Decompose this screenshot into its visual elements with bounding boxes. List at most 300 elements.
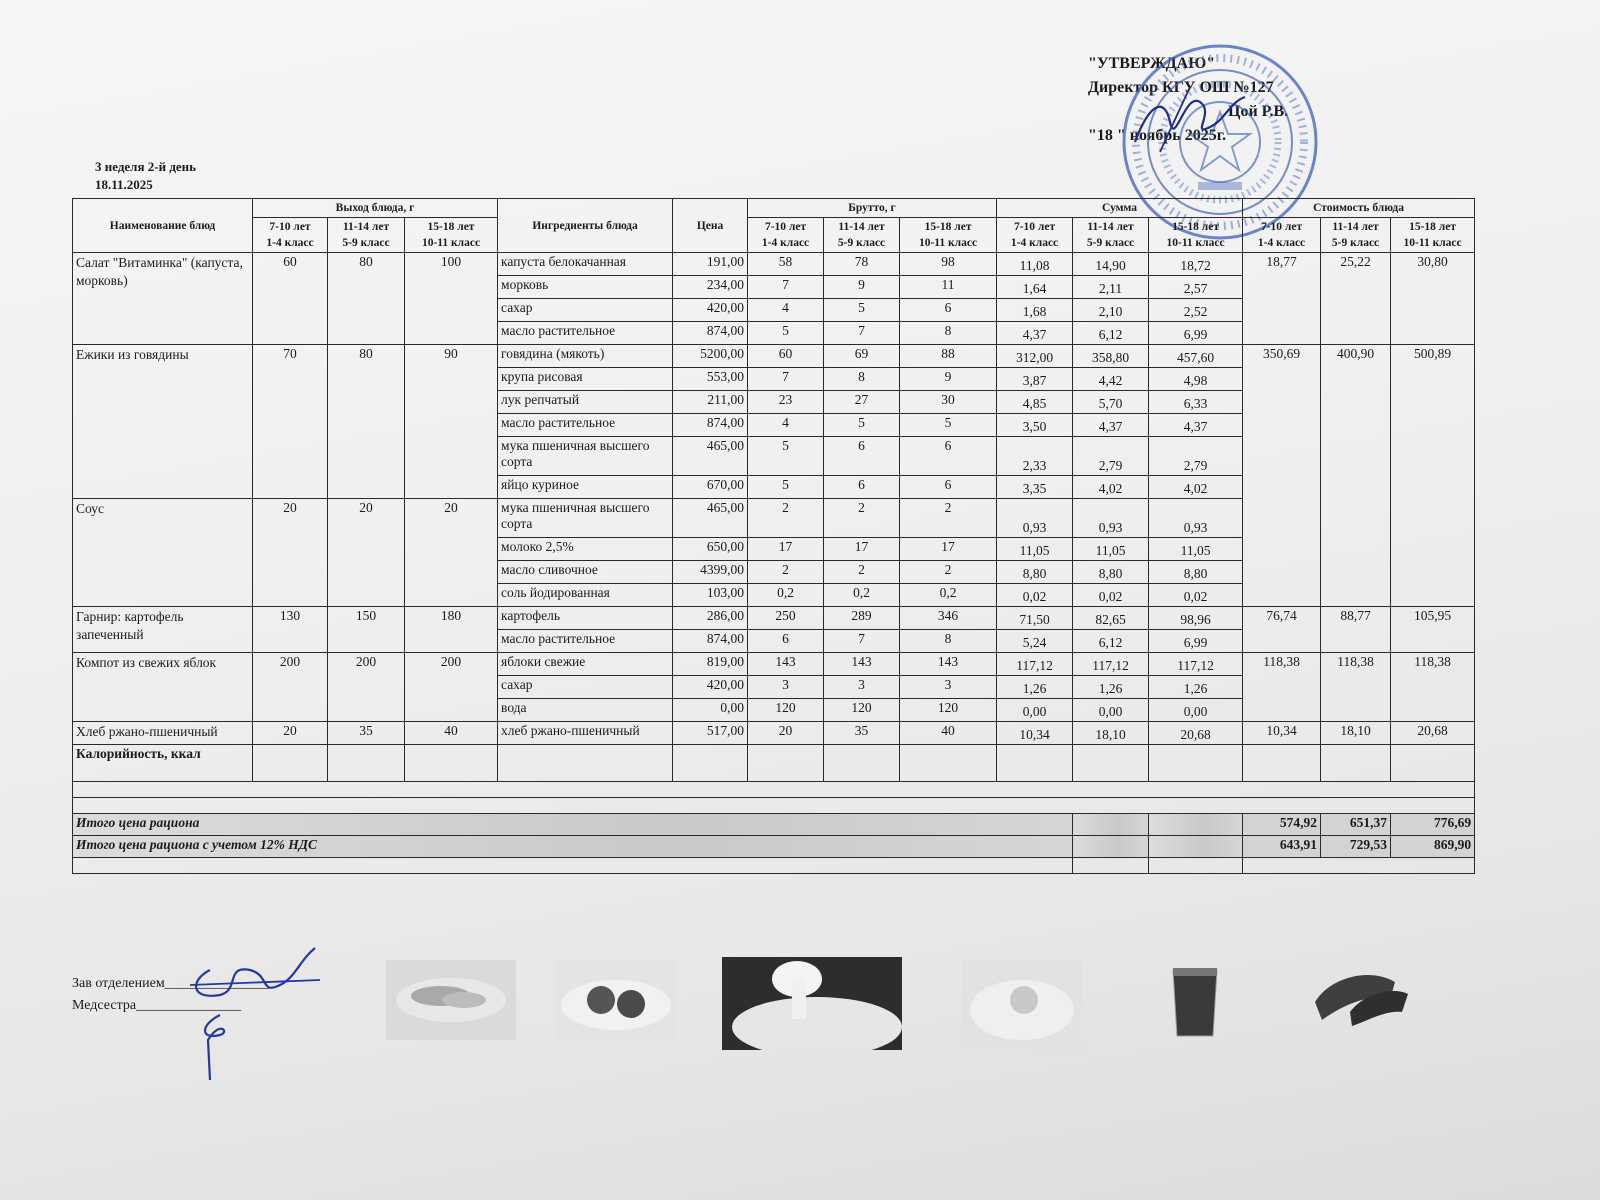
sum-value: 0,02: [1073, 584, 1149, 607]
ingredient-price: 465,00: [673, 499, 748, 538]
header-age-group: [1073, 218, 1149, 253]
sum-value: 2,79: [1149, 437, 1243, 476]
dish-name: Ежики из говядины: [73, 345, 253, 499]
menu-table: [72, 198, 1475, 874]
dish-name: Соус: [73, 499, 253, 607]
brutto-value: 98: [900, 253, 997, 276]
potato-photo: [962, 960, 1082, 1050]
header-ingredients: Ингредиенты блюда: [498, 199, 673, 253]
sum-value: 6,99: [1149, 322, 1243, 345]
brutto-value: 4: [748, 414, 824, 437]
sum-value: 20,68: [1149, 722, 1243, 745]
sum-value: 14,90: [1073, 253, 1149, 276]
sum-value: 5,70: [1073, 391, 1149, 414]
output-value: 20: [328, 499, 405, 607]
ingredient-price: 819,00: [673, 653, 748, 676]
approval-position: Директор КГУ ОШ №127: [1088, 79, 1274, 96]
sum-value: 0,93: [1149, 499, 1243, 538]
dish-cost-value: 400,90: [1321, 345, 1391, 607]
sum-value: 3,87: [997, 368, 1073, 391]
ingredient-name: масло растительное: [498, 414, 673, 437]
total-row: [73, 814, 1475, 836]
sum-value: 6,12: [1073, 322, 1149, 345]
spacer-cell: [1243, 858, 1475, 874]
calories-cell: [748, 745, 824, 782]
brutto-value: 8: [900, 322, 997, 345]
dish-name: Салат "Витаминка" (капуста, морковь): [73, 253, 253, 345]
output-value: 200: [328, 653, 405, 722]
age-label: 11-14 лет: [342, 221, 390, 233]
brutto-value: 27: [824, 391, 900, 414]
brutto-value: 7: [748, 368, 824, 391]
brutto-value: 11: [900, 276, 997, 299]
sum-value: 11,05: [1073, 538, 1149, 561]
sum-value: 117,12: [997, 653, 1073, 676]
output-value: 20: [253, 499, 328, 607]
age-label: 11-14 лет: [1332, 221, 1379, 233]
ingredient-price: 517,00: [673, 722, 748, 745]
header-output: Выход блюда, г: [253, 199, 498, 218]
brutto-value: 4: [748, 299, 824, 322]
sum-value: 358,80: [1073, 345, 1149, 368]
output-value: 90: [405, 345, 498, 499]
sum-value: 8,80: [1149, 561, 1243, 584]
calories-cell: [253, 745, 328, 782]
sum-value: 1,26: [1149, 676, 1243, 699]
brutto-value: 5: [824, 299, 900, 322]
ingredient-name: мука пшеничная высшего сорта: [498, 437, 673, 476]
sum-value: 82,65: [1073, 607, 1149, 630]
brutto-value: 17: [824, 538, 900, 561]
brutto-value: 9: [824, 276, 900, 299]
approval-block: [1088, 52, 1388, 148]
brutto-value: 17: [748, 538, 824, 561]
calories-row: [73, 745, 1475, 782]
brutto-value: 289: [824, 607, 900, 630]
dish-cost-value: 25,22: [1321, 253, 1391, 345]
header-price: Цена: [673, 199, 748, 253]
sum-value: 1,26: [1073, 676, 1149, 699]
dish-cost-value: 88,77: [1321, 607, 1391, 653]
brutto-value: 120: [824, 699, 900, 722]
brutto-value: 250: [748, 607, 824, 630]
header-age-group: [1149, 218, 1243, 253]
sum-value: 8,80: [1073, 561, 1149, 584]
ingredient-price: 191,00: [673, 253, 748, 276]
total-value: 643,91: [1243, 836, 1321, 858]
ingredient-name: крупа рисовая: [498, 368, 673, 391]
age-label: 15-18 лет: [924, 221, 972, 233]
ingredient-name: капуста белокачанная: [498, 253, 673, 276]
total-value: 729,53: [1321, 836, 1391, 858]
document-heading: [95, 158, 196, 194]
grade-label: 10-11 класс: [918, 237, 978, 249]
sum-value: 2,10: [1073, 299, 1149, 322]
header-age-group: [253, 218, 328, 253]
sum-value: 2,57: [1149, 276, 1243, 299]
output-value: 40: [405, 722, 498, 745]
sum-value: 18,72: [1149, 253, 1243, 276]
ingredient-price: 211,00: [673, 391, 748, 414]
sum-value: 1,68: [997, 299, 1073, 322]
brutto-value: 2: [824, 499, 900, 538]
brutto-value: 6: [824, 476, 900, 499]
ingredient-price: 4399,00: [673, 561, 748, 584]
document-date: 18.11.2025: [95, 177, 153, 192]
grade-label: 1-4 класс: [1010, 237, 1059, 249]
sum-value: 2,79: [1073, 437, 1149, 476]
spacer-cell: [1073, 858, 1149, 874]
table-row: [73, 653, 1475, 676]
header-age-group: [405, 218, 498, 253]
sum-value: 2,33: [997, 437, 1073, 476]
sum-value: 457,60: [1149, 345, 1243, 368]
spacer-row: [73, 798, 1475, 814]
calories-cell: [673, 745, 748, 782]
spacer-cell: [73, 782, 1475, 798]
brutto-value: 8: [900, 630, 997, 653]
header-age-group: [1391, 218, 1475, 253]
brutto-value: 5: [748, 476, 824, 499]
brutto-value: 3: [748, 676, 824, 699]
brutto-value: 23: [748, 391, 824, 414]
ingredient-price: 553,00: [673, 368, 748, 391]
dish-cost-value: 76,74: [1243, 607, 1321, 653]
total-row: [73, 836, 1475, 858]
age-label: 7-10 лет: [269, 221, 311, 233]
header-brutto: Брутто, г: [748, 199, 997, 218]
brutto-value: 0,2: [824, 584, 900, 607]
brutto-value: 6: [900, 476, 997, 499]
age-label: 7-10 лет: [764, 221, 807, 233]
brutto-value: 20: [748, 722, 824, 745]
dish-cost-value: 118,38: [1391, 653, 1475, 722]
grade-label: 5-9 класс: [1086, 237, 1135, 249]
output-value: 80: [328, 345, 405, 499]
table-row: [73, 253, 1475, 276]
sum-value: 18,10: [1073, 722, 1149, 745]
total-value: 651,37: [1321, 814, 1391, 836]
total-label: Итого цена рациона с учетом 12% НДС: [73, 836, 1073, 858]
age-label: 15-18 лет: [427, 221, 475, 233]
sum-value: 6,12: [1073, 630, 1149, 653]
brutto-value: 40: [900, 722, 997, 745]
ingredient-name: яблоки свежие: [498, 653, 673, 676]
output-value: 200: [405, 653, 498, 722]
header-dish-cost: Стоимость блюда: [1243, 199, 1475, 218]
total-value: 869,90: [1391, 836, 1475, 858]
dish-cost-value: 10,34: [1243, 722, 1321, 745]
ingredient-price: 5200,00: [673, 345, 748, 368]
total-label: Итого цена рациона: [73, 814, 1073, 836]
ingredient-price: 874,00: [673, 414, 748, 437]
ingredient-name: молоко 2,5%: [498, 538, 673, 561]
sum-value: 71,50: [997, 607, 1073, 630]
ingredient-name: хлеб ржано-пшеничный: [498, 722, 673, 745]
ingredient-price: 874,00: [673, 630, 748, 653]
sum-value: 6,33: [1149, 391, 1243, 414]
output-value: 150: [328, 607, 405, 653]
sum-value: 4,02: [1073, 476, 1149, 499]
brutto-value: 5: [748, 322, 824, 345]
sum-value: 4,85: [997, 391, 1073, 414]
table-row: [73, 607, 1475, 630]
brutto-value: 0,2: [748, 584, 824, 607]
ingredient-name: мука пшеничная высшего сорта: [498, 499, 673, 538]
salad-photo: [386, 960, 516, 1040]
spacer-row: [73, 782, 1475, 798]
total-empty: [1073, 836, 1149, 858]
sum-value: 0,02: [997, 584, 1073, 607]
header-age-group: [1243, 218, 1321, 253]
header-age-group: [824, 218, 900, 253]
total-empty: [1149, 836, 1243, 858]
spacer-cell: [73, 798, 1475, 814]
grade-label: 10-11 класс: [421, 237, 481, 249]
week-day-label: 3 неделя 2-й день: [95, 159, 197, 174]
ingredient-name: морковь: [498, 276, 673, 299]
brutto-value: 3: [824, 676, 900, 699]
brutto-value: 2: [748, 561, 824, 584]
calories-cell: [1321, 745, 1391, 782]
dish-cost-value: 30,80: [1391, 253, 1475, 345]
dish-cost-value: 118,38: [1321, 653, 1391, 722]
calories-cell: [900, 745, 997, 782]
sum-value: 1,26: [997, 676, 1073, 699]
header-age-group: [900, 218, 997, 253]
brutto-value: 30: [900, 391, 997, 414]
output-value: 70: [253, 345, 328, 499]
output-value: 60: [253, 253, 328, 345]
sum-value: 11,05: [1149, 538, 1243, 561]
brutto-value: 69: [824, 345, 900, 368]
head-of-dept-label: Зав отделением_______________: [72, 976, 270, 991]
calories-cell: [1243, 745, 1321, 782]
sum-value: 0,93: [997, 499, 1073, 538]
ingredient-price: 234,00: [673, 276, 748, 299]
spacer-cell: [1149, 858, 1243, 874]
dish-name: Гарнир: картофель запеченный: [73, 607, 253, 653]
compote-photo: [1165, 960, 1225, 1040]
brutto-value: 120: [748, 699, 824, 722]
sum-value: 4,37: [1149, 414, 1243, 437]
brutto-value: 6: [900, 299, 997, 322]
sum-value: 10,34: [997, 722, 1073, 745]
ingredient-price: 0,00: [673, 699, 748, 722]
table-row: [73, 722, 1475, 745]
brutto-value: 2: [900, 499, 997, 538]
sum-value: 8,80: [997, 561, 1073, 584]
output-value: 130: [253, 607, 328, 653]
grade-label: 1-4 класс: [1257, 237, 1306, 249]
sum-value: 6,99: [1149, 630, 1243, 653]
ingredient-name: говядина (мякоть): [498, 345, 673, 368]
nurse-label: Медсестра_______________: [72, 998, 242, 1013]
age-label: 11-14 лет: [838, 221, 885, 233]
age-label: 7-10 лет: [1260, 221, 1303, 233]
ingredient-price: 670,00: [673, 476, 748, 499]
sum-value: 0,02: [1149, 584, 1243, 607]
dish-name: Компот из свежих яблок: [73, 653, 253, 722]
dish-cost-value: 105,95: [1391, 607, 1475, 653]
grade-label: 10-11 класс: [1403, 237, 1462, 249]
sum-value: 0,93: [1073, 499, 1149, 538]
brutto-value: 2: [900, 561, 997, 584]
sum-value: 3,50: [997, 414, 1073, 437]
sum-value: 0,00: [997, 699, 1073, 722]
brutto-value: 0,2: [900, 584, 997, 607]
bread-photo: [1310, 962, 1410, 1032]
brutto-value: 6: [824, 437, 900, 476]
sum-value: 1,64: [997, 276, 1073, 299]
ingredient-name: соль йодированная: [498, 584, 673, 607]
output-value: 200: [253, 653, 328, 722]
ingredient-name: вода: [498, 699, 673, 722]
grade-label: 5-9 класс: [1331, 237, 1380, 249]
brutto-value: 60: [748, 345, 824, 368]
grade-label: 5-9 класс: [837, 237, 886, 249]
grade-label: 1-4 класс: [761, 237, 810, 249]
ingredient-name: картофель: [498, 607, 673, 630]
brutto-value: 120: [900, 699, 997, 722]
ingredient-name: масло сливочное: [498, 561, 673, 584]
calories-cell: [997, 745, 1073, 782]
output-value: 20: [405, 499, 498, 607]
sum-value: 2,52: [1149, 299, 1243, 322]
ingredient-name: масло растительное: [498, 630, 673, 653]
brutto-value: 5: [824, 414, 900, 437]
output-value: 20: [253, 722, 328, 745]
brutto-value: 9: [900, 368, 997, 391]
brutto-value: 7: [748, 276, 824, 299]
calories-cell: [824, 745, 900, 782]
output-value: 100: [405, 253, 498, 345]
ingredient-price: 874,00: [673, 322, 748, 345]
dish-cost-value: 18,10: [1321, 722, 1391, 745]
ingredient-price: 103,00: [673, 584, 748, 607]
header-sum: Сумма: [997, 199, 1243, 218]
ingredient-name: яйцо куриное: [498, 476, 673, 499]
footer-signatures: [72, 973, 270, 1017]
sum-value: 312,00: [997, 345, 1073, 368]
brutto-value: 143: [824, 653, 900, 676]
brutto-value: 8: [824, 368, 900, 391]
approval-title: "УТВЕРЖДАЮ": [1088, 55, 1216, 72]
age-label: 11-14 лет: [1087, 221, 1134, 233]
sum-value: 4,42: [1073, 368, 1149, 391]
brutto-value: 346: [900, 607, 997, 630]
brutto-value: 2: [748, 499, 824, 538]
sum-value: 5,24: [997, 630, 1073, 653]
ingredient-price: 420,00: [673, 299, 748, 322]
sum-value: 2,11: [1073, 276, 1149, 299]
total-value: 574,92: [1243, 814, 1321, 836]
grade-label: 10-11 класс: [1166, 237, 1225, 249]
spacer-cell: [73, 858, 1073, 874]
brutto-value: 3: [900, 676, 997, 699]
output-value: 80: [328, 253, 405, 345]
dish-cost-value: 500,89: [1391, 345, 1475, 607]
header-age-group: [328, 218, 405, 253]
approval-name: Цой Р.В.: [1228, 103, 1289, 120]
brutto-value: 2: [824, 561, 900, 584]
ingredient-name: масло растительное: [498, 322, 673, 345]
dish-name: Хлеб ржано-пшеничный: [73, 722, 253, 745]
ingredient-price: 650,00: [673, 538, 748, 561]
sum-value: 117,12: [1073, 653, 1149, 676]
calories-cell: [1391, 745, 1475, 782]
sum-value: 4,98: [1149, 368, 1243, 391]
approval-date: "18 " ноябрь 2025г.: [1088, 127, 1227, 144]
calories-cell: [405, 745, 498, 782]
header-age-group: [748, 218, 824, 253]
output-value: 180: [405, 607, 498, 653]
grade-label: 1-4 класс: [266, 237, 314, 249]
brutto-value: 78: [824, 253, 900, 276]
sum-value: 3,35: [997, 476, 1073, 499]
brutto-value: 6: [748, 630, 824, 653]
brutto-value: 17: [900, 538, 997, 561]
brutto-value: 58: [748, 253, 824, 276]
brutto-value: 143: [748, 653, 824, 676]
output-value: 35: [328, 722, 405, 745]
dish-cost-value: 350,69: [1243, 345, 1321, 607]
header-age-group: [1321, 218, 1391, 253]
brutto-value: 5: [748, 437, 824, 476]
calories-cell: [1073, 745, 1149, 782]
total-empty: [1149, 814, 1243, 836]
sum-value: 11,05: [997, 538, 1073, 561]
total-value: 776,69: [1391, 814, 1475, 836]
ingredient-name: лук репчатый: [498, 391, 673, 414]
age-label: 7-10 лет: [1013, 221, 1056, 233]
dish-cost-value: 20,68: [1391, 722, 1475, 745]
header-age-group: [997, 218, 1073, 253]
table-row: [73, 345, 1475, 368]
brutto-value: 6: [900, 437, 997, 476]
brutto-value: 5: [900, 414, 997, 437]
sum-value: 11,08: [997, 253, 1073, 276]
spacer-row: [73, 858, 1475, 874]
ingredient-price: 465,00: [673, 437, 748, 476]
total-empty: [1073, 814, 1149, 836]
brutto-value: 88: [900, 345, 997, 368]
calories-cell: [1149, 745, 1243, 782]
dish-cost-value: 18,77: [1243, 253, 1321, 345]
sum-value: 4,37: [1073, 414, 1149, 437]
age-label: 15-18 лет: [1172, 221, 1219, 233]
age-label: 15-18 лет: [1409, 221, 1457, 233]
brutto-value: 7: [824, 630, 900, 653]
sum-value: 0,00: [1149, 699, 1243, 722]
sum-value: 4,37: [997, 322, 1073, 345]
brutto-value: 35: [824, 722, 900, 745]
brutto-value: 7: [824, 322, 900, 345]
ingredient-name: сахар: [498, 676, 673, 699]
calories-cell: [498, 745, 673, 782]
calories-label: Калорийность, ккал: [73, 745, 253, 782]
dish-cost-value: 118,38: [1243, 653, 1321, 722]
sum-value: 117,12: [1149, 653, 1243, 676]
grade-label: 5-9 класс: [342, 237, 390, 249]
ingredient-name: сахар: [498, 299, 673, 322]
header-dish-name: Наименование блюд: [73, 199, 253, 253]
sum-value: 0,00: [1073, 699, 1149, 722]
sum-value: 98,96: [1149, 607, 1243, 630]
brutto-value: 143: [900, 653, 997, 676]
sauce-photo: [722, 957, 902, 1050]
ingredient-price: 286,00: [673, 607, 748, 630]
